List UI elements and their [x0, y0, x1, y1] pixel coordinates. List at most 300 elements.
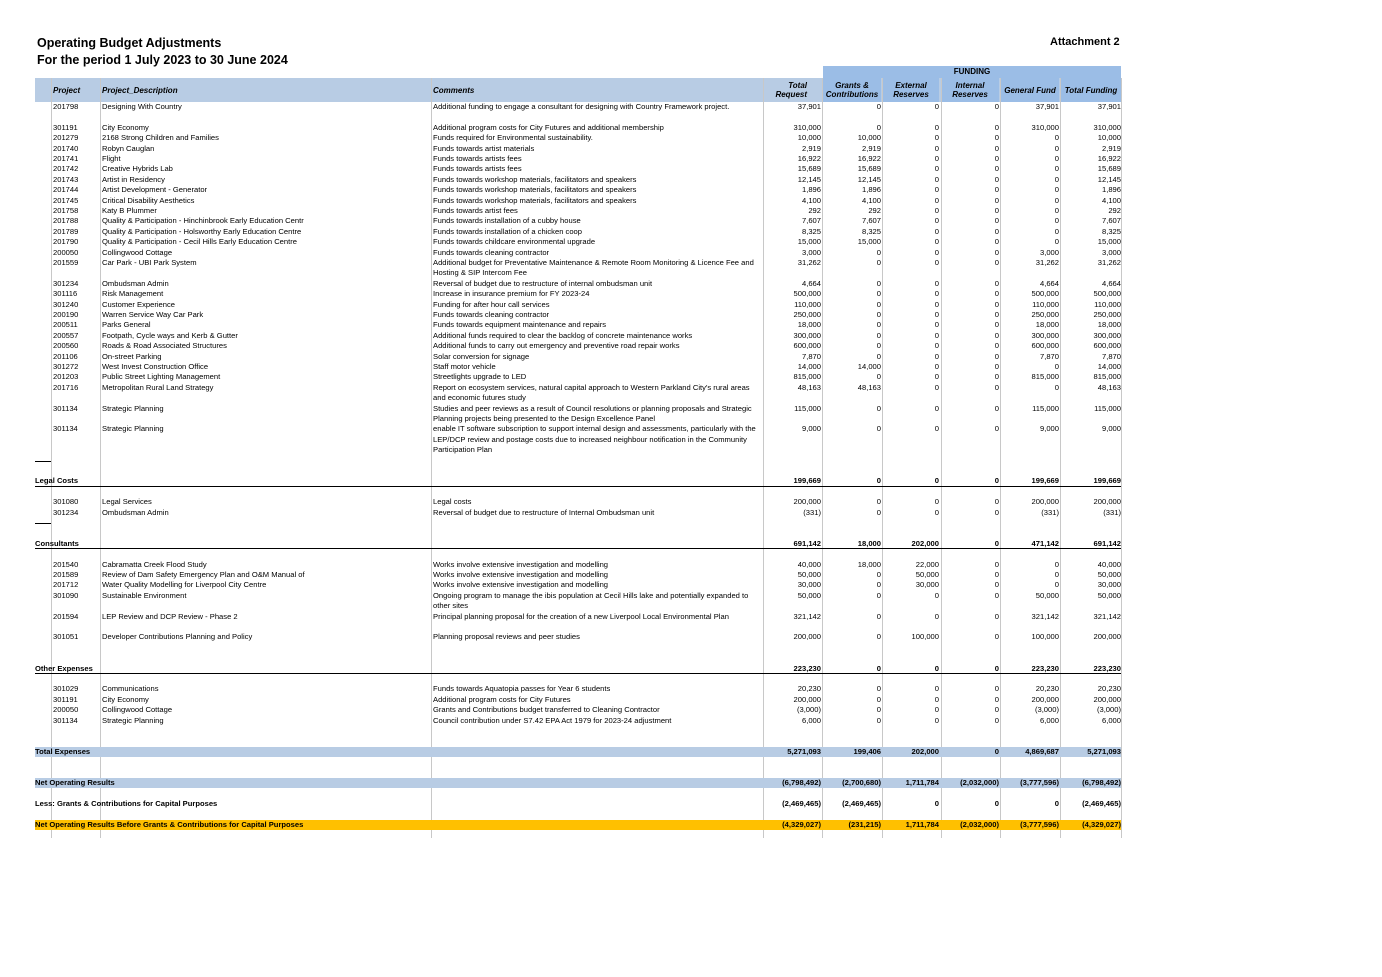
cell-tf: (6,798,492): [1082, 778, 1121, 787]
section-label: Other Expenses: [35, 663, 93, 673]
cell-ir: 0: [994, 174, 999, 184]
cell-gf: 815,000: [1031, 372, 1059, 382]
cell-project: 201745: [53, 195, 79, 205]
cell-tr: 110,000: [794, 299, 821, 309]
cell-ir: 0: [994, 382, 999, 392]
cell-project: 201744: [53, 185, 79, 195]
funding-band: FUNDING: [823, 66, 1121, 78]
cell-project: 200050: [53, 705, 79, 715]
cell-er: 0: [934, 310, 939, 319]
cell-project: 301090: [53, 590, 79, 600]
cell-tr: 115,000: [794, 403, 821, 413]
cell-tf: 37,901: [1097, 102, 1121, 111]
cell-er: 0: [934, 341, 939, 351]
col-internal: Internal Reserves: [941, 78, 999, 102]
cell-desc: Flight: [102, 154, 121, 163]
cell-comment: Additional program costs for City Futures: [433, 694, 571, 704]
section-label: Consultants: [35, 538, 79, 548]
cell-tf: 10,000: [1097, 133, 1121, 143]
cell-tf: 250,000: [1093, 310, 1121, 319]
cell-project: 301191: [53, 694, 78, 704]
cell-desc: Public Street Lighting Management: [102, 372, 221, 382]
cell-desc: Collingwood Cottage: [102, 247, 173, 257]
cell-gc: 0: [876, 705, 881, 715]
table-row: [35, 237, 1121, 247]
cell-gf: 0: [1054, 382, 1059, 392]
cell-project: 301116: [53, 289, 78, 299]
cell-comment: Increase in insurance premium for FY 2023-24: [433, 289, 590, 299]
cell-project: 301134: [53, 424, 78, 434]
cell-comment: Ongoing program to manage the ibis population at Cecil Hills lake and potentially expanded to other sites: [433, 590, 749, 611]
cell-gc: 0: [876, 632, 881, 642]
table-row: [35, 383, 1121, 404]
section-label: Less: Grants & Contributions for Capital Purposes: [35, 798, 218, 808]
section-label: Total Expenses: [35, 746, 91, 756]
cell-tf: 115,000: [1094, 403, 1121, 413]
table-row: [35, 144, 1121, 154]
cell-tf: 223,230: [1093, 663, 1121, 673]
cell-tf: 9,000: [1101, 424, 1121, 434]
cell-tr: 15,689: [797, 164, 821, 174]
cell-gc: 48,163: [857, 382, 881, 392]
cell-gf: 500,000: [1031, 289, 1059, 299]
cell-tf: 4,664: [1101, 278, 1121, 288]
cell-desc: Strategic Planning: [102, 715, 164, 725]
section-label: Net Operating Results Before Grants & Contributions for Capital Purposes: [35, 819, 304, 829]
cell-comment: Works involve extensive investigation and modelling: [433, 559, 609, 569]
cell-ir: 0: [994, 310, 999, 319]
cell-gc: 0: [876, 684, 881, 694]
cell-comment: Legal costs: [433, 497, 472, 507]
cell-ir: 0: [994, 684, 999, 694]
cell-tr: 48,163: [797, 382, 821, 392]
cell-er: 0: [934, 133, 939, 143]
table-row: [35, 560, 1121, 570]
cell-ir: 0: [994, 538, 999, 548]
cell-desc: Communications: [102, 684, 159, 694]
col-description: Project_Description: [102, 85, 178, 95]
cell-project: 301134: [53, 403, 78, 413]
cell-er: 0: [934, 320, 939, 330]
cell-gf: 4,664: [1039, 278, 1059, 288]
cell-project: 301080: [53, 497, 79, 507]
cell-tf: 50,000: [1097, 590, 1121, 600]
cell-comment: Council contribution under S7.42 EPA Act 1979 for 2023-24 adjustment: [433, 715, 672, 725]
cell-comment: Funds required for Environmental sustainability.: [433, 133, 593, 143]
table-row: [35, 632, 1121, 642]
cell-gc: 0: [876, 122, 881, 132]
cell-desc: Quality & Participation - Hinchinbrook Early Education Centr: [102, 216, 304, 226]
cell-comment: Funds towards workshop materials, facilitators and speakers: [433, 185, 637, 195]
cell-tf: 7,870: [1101, 351, 1121, 361]
cell-er: 0: [934, 185, 939, 195]
cell-ir: 0: [994, 351, 999, 361]
table-row: [35, 216, 1121, 226]
cell-er: 0: [934, 798, 939, 808]
cell-desc: LEP Review and DCP Review - Phase 2: [102, 611, 238, 621]
cell-tr: 321,142: [793, 611, 821, 621]
cell-er: 0: [934, 226, 939, 236]
cell-gc: 0: [876, 424, 881, 434]
cell-gc: 0: [876, 299, 881, 309]
cell-tr: 14,000: [797, 362, 821, 371]
cell-project: 301272: [53, 362, 79, 371]
attachment-label: Attachment 2: [1050, 36, 1120, 48]
cell-tf: 7,607: [1101, 216, 1121, 226]
cell-gf: 50,000: [1035, 590, 1059, 600]
cell-gc: (2,700,680): [842, 778, 881, 787]
cell-ir: 0: [994, 330, 999, 340]
cell-desc: Legal Services: [102, 497, 152, 507]
cell-comment: Additional funding to engage a consultant for designing with Country Framework project.: [433, 102, 730, 111]
cell-gf: 115,000: [1032, 403, 1059, 413]
cell-gc: 0: [876, 570, 881, 579]
cell-desc: Strategic Planning: [102, 424, 164, 434]
cell-gf: (3,777,596): [1020, 819, 1059, 829]
cell-ir: 0: [994, 341, 999, 351]
table-row: [35, 123, 1121, 133]
cell-project: 301051: [53, 632, 79, 642]
cell-tr: 200,000: [793, 694, 821, 704]
cell-gf: 0: [1054, 216, 1059, 226]
cell-gf: 0: [1054, 164, 1059, 174]
cell-project: 200557: [53, 330, 79, 340]
cell-gf: 110,000: [1032, 299, 1059, 309]
cell-ir: 0: [994, 247, 999, 257]
cell-ir: 0: [994, 507, 999, 517]
cell-desc: Car Park - UBI Park System: [102, 258, 197, 267]
cell-er: 0: [934, 611, 939, 621]
cell-er: 0: [934, 684, 939, 694]
cell-ir: 0: [994, 580, 999, 590]
table-row: [35, 310, 1121, 320]
report-period: For the period 1 July 2023 to 30 June 2024: [37, 53, 288, 67]
cell-comment: Funds towards childcare environmental upgrade: [433, 237, 596, 247]
section-total-row: [35, 664, 1121, 674]
table-row: [35, 185, 1121, 195]
cell-gc: 199,406: [853, 746, 881, 756]
cell-desc: Customer Experience: [102, 299, 176, 309]
cell-tf: 12,145: [1097, 174, 1121, 184]
cell-desc: Risk Management: [102, 289, 164, 299]
cell-desc: Robyn Cauglan: [102, 143, 155, 153]
cell-ir: 0: [994, 476, 999, 486]
cell-er: 202,000: [911, 538, 939, 548]
cell-comment: Grants and Contributions budget transferred to Cleaning Contractor: [433, 705, 660, 715]
cell-gf: 223,230: [1031, 663, 1059, 673]
table-row: [35, 164, 1121, 174]
cell-gc: 0: [876, 247, 881, 257]
cell-desc: Warren Service Way Car Park: [102, 310, 204, 319]
cell-gc: 0: [876, 611, 881, 621]
table-row: [35, 705, 1121, 715]
cell-gf: 0: [1054, 559, 1059, 569]
cell-tf: 815,000: [1093, 372, 1121, 382]
table-row: [35, 206, 1121, 216]
cell-er: 0: [934, 289, 939, 299]
cell-gc: 4,100: [861, 195, 881, 205]
cell-tf: 14,000: [1097, 362, 1121, 371]
cell-comment: Funds towards installation of a chicken coop: [433, 226, 583, 236]
table-row: [35, 612, 1121, 633]
cell-er: 0: [934, 507, 939, 517]
cell-ir: 0: [994, 289, 999, 299]
cell-tr: 500,000: [793, 289, 821, 299]
cell-project: 201203: [53, 372, 79, 382]
cell-ir: 0: [994, 133, 999, 143]
cell-er: 0: [934, 590, 939, 600]
cell-ir: 0: [994, 237, 999, 247]
cell-er: 202,000: [911, 746, 939, 756]
cell-gf: 3,000: [1039, 247, 1059, 257]
cell-tr: 691,142: [793, 538, 821, 548]
cell-tr: 7,607: [801, 216, 821, 226]
cell-er: 100,000: [911, 632, 939, 642]
cell-tr: 31,262: [797, 258, 821, 267]
cell-gf: 0: [1054, 174, 1059, 184]
report-title: Operating Budget Adjustments: [37, 36, 222, 50]
cell-gf: 0: [1054, 185, 1059, 195]
cell-project: 201594: [53, 611, 79, 621]
cell-project: 201742: [53, 164, 79, 174]
table-row: [35, 320, 1121, 330]
cell-tf: 16,922: [1097, 154, 1121, 163]
cell-tr: 3,000: [801, 247, 821, 257]
cell-gf: 0: [1054, 570, 1059, 579]
cell-comment: Additional funds to carry out emergency and preventive road repair works: [433, 341, 680, 351]
cell-gf: 471,142: [1031, 538, 1059, 548]
cell-er: 0: [934, 715, 939, 725]
cell-gf: 250,000: [1031, 310, 1059, 319]
cell-desc: Strategic Planning: [102, 403, 164, 413]
cell-comment: Planning proposal reviews and peer studies: [433, 632, 580, 642]
cell-project: 200560: [53, 341, 79, 351]
cell-desc: Footpath, Cycle ways and Kerb & Gutter: [102, 330, 238, 340]
cell-project: 201559: [53, 258, 79, 267]
cell-gf: 0: [1054, 798, 1059, 808]
cell-tr: 12,145: [797, 174, 821, 184]
cell-gf: 0: [1054, 226, 1059, 236]
cell-tf: (2,469,465): [1082, 798, 1121, 808]
cell-er: 0: [934, 195, 939, 205]
cell-tr: 20,230: [797, 684, 821, 694]
cell-comment: Funds towards cleaning contractor: [433, 310, 550, 319]
cell-er: 0: [934, 362, 939, 371]
cell-project: 201712: [53, 580, 79, 590]
cell-ir: 0: [994, 424, 999, 434]
cell-gf: 321,142: [1031, 611, 1059, 621]
cell-tr: (4,329,027): [782, 819, 821, 829]
cell-tf: 199,669: [1093, 476, 1121, 486]
cell-tr: 10,000: [797, 133, 821, 143]
cell-gc: 0: [876, 476, 881, 486]
table-row: [35, 341, 1121, 351]
cell-desc: Water Quality Modelling for Liverpool City Centre: [102, 580, 267, 590]
cell-comment: Funds towards cleaning contractor: [433, 247, 550, 257]
cell-desc: Creative Hybrids Lab: [102, 164, 173, 174]
cell-ir: 0: [994, 705, 999, 715]
cell-tr: (331): [803, 507, 821, 517]
cell-tr: 600,000: [793, 341, 821, 351]
cell-gc: 0: [876, 258, 881, 267]
cell-tr: 6,000: [801, 715, 821, 725]
cell-ir: 0: [994, 570, 999, 579]
cell-gf: (331): [1041, 507, 1059, 517]
cell-gf: 200,000: [1031, 497, 1059, 507]
cell-comment: Funds towards artists fees: [433, 154, 522, 163]
cell-project: 200190: [53, 310, 79, 319]
cell-comment: Works involve extensive investigation and modelling: [433, 570, 609, 579]
cell-ir: 0: [994, 216, 999, 226]
cell-ir: 0: [994, 154, 999, 163]
cell-gc: 0: [876, 403, 881, 413]
cell-tr: 30,000: [797, 580, 821, 590]
cell-project: 201743: [53, 174, 79, 184]
cell-er: 0: [934, 102, 939, 111]
cell-er: 0: [934, 497, 939, 507]
cell-tr: 250,000: [793, 310, 821, 319]
cell-er: 0: [934, 206, 939, 215]
cell-comment: enable IT software subscription to support internal design and assessments, particularly with the LEP/DCP review and postage costs due to increased neighbour notification in the Community Participation Plan: [433, 424, 756, 455]
cell-tf: 300,000: [1093, 330, 1121, 340]
table-row: [35, 102, 1121, 123]
cell-tf: 691,142: [1093, 538, 1121, 548]
cell-tf: 3,000: [1101, 247, 1121, 257]
table-row: [35, 508, 1121, 518]
cell-gc: 12,145: [857, 174, 881, 184]
cell-desc: Metropolitan Rural Land Strategy: [102, 382, 214, 392]
cell-tr: 815,000: [793, 372, 821, 382]
cell-er: 50,000: [915, 570, 939, 579]
col-comments: Comments: [433, 85, 475, 95]
cell-gc: 14,000: [857, 362, 881, 371]
cell-tf: 15,000: [1097, 237, 1121, 247]
table-row: [35, 196, 1121, 206]
cell-desc: 2168 Strong Children and Families: [102, 133, 219, 143]
cell-er: 0: [934, 663, 939, 673]
cell-comment: Additional budget for Preventative Maintenance & Remote Room Monitoring & Licence Fee and Hosting & SIP Intercom Fee: [433, 258, 754, 278]
cell-tr: 7,870: [801, 351, 821, 361]
cell-tr: 5,271,093: [787, 746, 821, 756]
cell-er: 0: [934, 403, 939, 413]
cell-comment: Funds towards artists fees: [433, 164, 522, 174]
cell-er: 0: [934, 216, 939, 226]
cell-er: 0: [934, 164, 939, 174]
cell-comment: Funds towards equipment maintenance and repairs: [433, 320, 607, 330]
cell-tf: 15,689: [1097, 164, 1121, 174]
cell-gc: 1,896: [861, 185, 881, 195]
cell-ir: 0: [994, 715, 999, 725]
cell-ir: 0: [994, 299, 999, 309]
cell-tr: 300,000: [793, 330, 821, 340]
cell-ir: 0: [994, 226, 999, 236]
cell-ir: 0: [994, 663, 999, 673]
cell-comment: Studies and peer reviews as a result of Council resolutions or planning proposals and Strategic Planning projects being presented to the Design Excellence Panel: [433, 403, 752, 423]
cell-gf: 4,869,687: [1025, 746, 1059, 756]
cell-ir: 0: [994, 403, 999, 413]
cell-gf: 600,000: [1031, 341, 1059, 351]
cell-tf: (3,000): [1096, 705, 1121, 715]
cell-tr: (2,469,465): [782, 798, 821, 808]
cell-comment: Funds towards workshop materials, facilitators and speakers: [433, 195, 637, 205]
cell-tf: 321,142: [1093, 611, 1121, 621]
cell-gc: 7,607: [861, 216, 881, 226]
table-row: [35, 289, 1121, 299]
cell-tr: 292: [808, 206, 821, 215]
cell-desc: Artist Development - Generator: [102, 185, 208, 195]
table-row: [35, 591, 1121, 612]
cell-tf: 31,262: [1097, 258, 1121, 267]
table-row: [35, 362, 1121, 372]
cell-ir: (2,032,000): [960, 778, 999, 787]
cell-er: 0: [934, 174, 939, 184]
col-total-request: Total Request: [775, 81, 807, 99]
cell-comment: Staff motor vehicle: [433, 362, 496, 371]
cell-project: 201789: [53, 226, 79, 236]
cell-tf: 8,325: [1101, 226, 1121, 236]
cell-comment: Additional funds required to clear the backlog of concrete maintenance works: [433, 330, 693, 340]
cell-gc: (231,215): [848, 819, 881, 829]
table-row: [35, 372, 1121, 382]
cell-gc: 18,000: [857, 559, 881, 569]
cell-desc: City Economy: [102, 122, 149, 132]
cell-tf: 1,896: [1101, 185, 1121, 195]
cell-er: 0: [934, 247, 939, 257]
cell-gc: 0: [876, 289, 881, 299]
cell-tr: 8,325: [801, 226, 821, 236]
cell-ir: 0: [994, 798, 999, 808]
cell-project: 201716: [53, 382, 79, 392]
cell-tf: 310,000: [1093, 122, 1121, 132]
cell-project: 201798: [53, 102, 79, 111]
cell-gc: 8,325: [861, 226, 881, 236]
table-header: [35, 78, 1121, 102]
cell-gc: 16,922: [857, 154, 881, 163]
cell-er: 0: [934, 476, 939, 486]
cell-er: 0: [934, 258, 939, 267]
cell-ir: 0: [994, 122, 999, 132]
cell-tr: 37,901: [797, 102, 821, 111]
cell-gc: 0: [876, 341, 881, 351]
cell-project: 201106: [53, 351, 78, 361]
cell-tf: 292: [1108, 206, 1121, 215]
table-row: [35, 258, 1121, 279]
cell-comment: Reversal of budget due to restructure of Internal Ombudsman unit: [433, 507, 655, 517]
cell-er: 0: [934, 122, 939, 132]
cell-gc: 15,689: [857, 164, 881, 174]
cell-gf: 0: [1054, 206, 1059, 215]
cell-gc: 0: [876, 372, 881, 382]
cell-tr: 199,669: [793, 476, 821, 486]
cell-er: 30,000: [915, 580, 939, 590]
cell-comment: Funds towards workshop materials, facilitators and speakers: [433, 174, 637, 184]
cell-tr: 310,000: [793, 122, 821, 132]
cell-project: 301134: [53, 715, 78, 725]
cell-gc: 0: [876, 310, 881, 319]
cell-gf: 200,000: [1031, 694, 1059, 704]
cell-gf: 0: [1054, 237, 1059, 247]
cell-ir: 0: [994, 164, 999, 174]
cell-desc: Sustainable Environment: [102, 590, 187, 600]
cell-ir: 0: [994, 559, 999, 569]
cell-tr: 223,230: [793, 663, 821, 673]
cell-gf: 0: [1054, 580, 1059, 590]
net-before-grants-row: [35, 820, 1121, 830]
table-row: [35, 175, 1121, 185]
cell-er: 0: [934, 372, 939, 382]
cell-desc: West Invest Construction Office: [102, 362, 209, 371]
cell-ir: 0: [994, 143, 999, 153]
